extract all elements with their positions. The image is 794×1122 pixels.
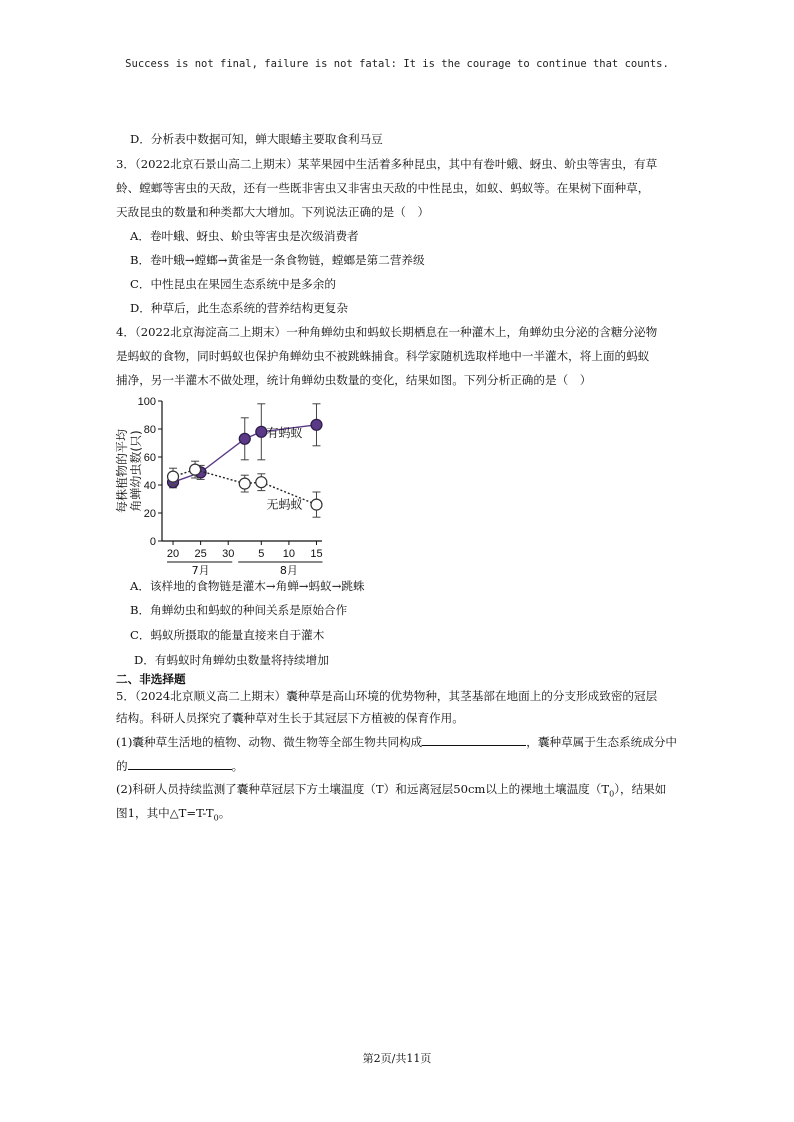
- page-footer: 第2页/共11页: [362, 1052, 432, 1065]
- data-point: [311, 419, 322, 430]
- q4-option-c: C．蚂蚁所摄取的能量直接来自于灌木: [130, 628, 325, 642]
- x-tick-label: 5: [258, 548, 265, 560]
- x-tick-label: 30: [222, 548, 235, 560]
- q3-option-d: D．种草后，此生态系统的营养结构更复杂: [130, 301, 348, 315]
- x-tick-label: 10: [282, 548, 296, 560]
- q3-stem-line-3: 天敌昆虫的数量和种类都大大增加。下列说法正确的是（ ）: [116, 205, 430, 219]
- data-point: [168, 471, 179, 482]
- q5-part1-text-c: 的: [116, 759, 128, 773]
- q5-part2-text: (2)科研人员持续监测了囊种草冠层下方土壤温度（T）和远离冠层50cm以上的裸地土壤温度（T: [116, 782, 610, 796]
- x-tick-label: 15: [310, 548, 323, 560]
- answer-blank-1[interactable]: [422, 733, 526, 746]
- month-label: 7月: [191, 564, 210, 575]
- header-quote: Success is not final, failure is not fatal: It is the courage to continue that counts.: [125, 58, 669, 70]
- q3-stem-line-2: 蛉、螳螂等害虫的天敌，还有一些既非害虫又非害虫天敌的中性昆虫，如蚁、蚂蚁等。在果树下面种草，: [116, 181, 650, 195]
- y-axis-label: 每株植物的平均: [115, 428, 129, 514]
- q4-option-a: A．该样地的食物链是灌木→角蝉→蚂蚁→跳蛛: [130, 579, 365, 593]
- month-label: 8月: [279, 564, 298, 575]
- y-tick-label: 100: [137, 396, 156, 408]
- data-point: [239, 433, 250, 444]
- answer-blank-2[interactable]: [128, 757, 232, 770]
- y-tick-label: 40: [143, 480, 156, 492]
- q4-option-d: D．有蚂蚁时角蝉幼虫数量将持续增加: [134, 653, 329, 667]
- q3-option-b: B．卷叶蛾→螳螂→黄雀是一条食物链，螳螂是第二营养级: [130, 253, 425, 267]
- q3-stem-line-1: 3．（2022北京石景山高二上期末）某苹果园中生活着多种昆虫，其中有卷叶蛾、蚜虫、蚧虫等害虫，有草: [116, 157, 658, 171]
- y-tick-label: 20: [143, 508, 156, 520]
- q5-part1-text-d: 。: [231, 759, 244, 773]
- y-tick-label: 80: [143, 424, 156, 436]
- section-title: 二、非选择题: [116, 672, 186, 686]
- series-label: 有蚂蚁: [266, 425, 303, 440]
- data-point: [256, 426, 267, 437]
- q2-option-d: D．分析表中数据可知，蝉大眼蝽主要取食利马豆: [130, 132, 383, 146]
- q3-option-a: A．卷叶蛾、蚜虫、蚧虫等害虫是次级消费者: [130, 229, 359, 243]
- q5-part2-text-end: ），结果如: [614, 782, 667, 796]
- data-point: [311, 499, 322, 510]
- q4-stem-line-3: 捕净，另一半灌木不做处理，统计角蝉幼虫数量的变化，结果如图。下列分析正确的是（ ）: [116, 373, 592, 387]
- data-point: [256, 477, 267, 488]
- series-label: 无蚂蚁: [266, 497, 303, 512]
- subscript-zero: 0: [609, 789, 615, 799]
- q5-part1-text-b: ，囊种草属于生态系统成分中: [526, 735, 678, 749]
- q4-option-b: B．角蝉幼虫和蚂蚁的种间关系是原始合作: [130, 603, 348, 617]
- q5-part1-line: [116, 733, 677, 750]
- y-tick-label: 60: [143, 452, 156, 464]
- x-tick-label: 25: [194, 548, 207, 560]
- q5-part1-line-2: [116, 757, 243, 774]
- q4-stem-line-1: 4．（2022北京海淀高二上期末）一种角蝉幼虫和蚂蚁长期栖息在一种灌木上，角蝉幼虫分泌的含糖分泌物: [116, 325, 658, 339]
- data-point: [190, 464, 201, 475]
- q5-part2-period: 。: [218, 806, 231, 820]
- q5-part2-line-1: [116, 781, 666, 802]
- ant-cicada-chart: [112, 393, 332, 575]
- y-axis-label: 角蝉幼虫数(只): [129, 430, 143, 512]
- q5-stem-line-1: 5．（2024北京顺义高二上期末）囊种草是高山环境的优势物种，其茎基部在地面上的分支形成致密的冠层: [116, 689, 658, 703]
- subscript-zero: 0: [213, 813, 219, 823]
- q5-part2-formula: 图1，其中△T=T-T: [116, 806, 214, 820]
- x-tick-label: 20: [166, 548, 180, 560]
- q5-part2-line-2: [116, 805, 230, 826]
- q4-stem-line-2: 是蚂蚁的食物，同时蚂蚁也保护角蝉幼虫不被跳蛛捕食。科学家随机选取样地中一半灌木，将上面的蚂蚁: [116, 349, 650, 363]
- y-tick-label: 0: [149, 536, 156, 548]
- q5-part1-text-a: (1)囊种草生活地的植物、动物、微生物等全部生物共同构成: [116, 735, 423, 749]
- data-point: [239, 478, 250, 489]
- q3-option-c: C．中性昆虫在果园生态系统中是多余的: [130, 277, 336, 291]
- q5-stem-line-2: 结构。科研人员探究了囊种草对生长于其冠层下方植被的保育作用。: [116, 711, 464, 725]
